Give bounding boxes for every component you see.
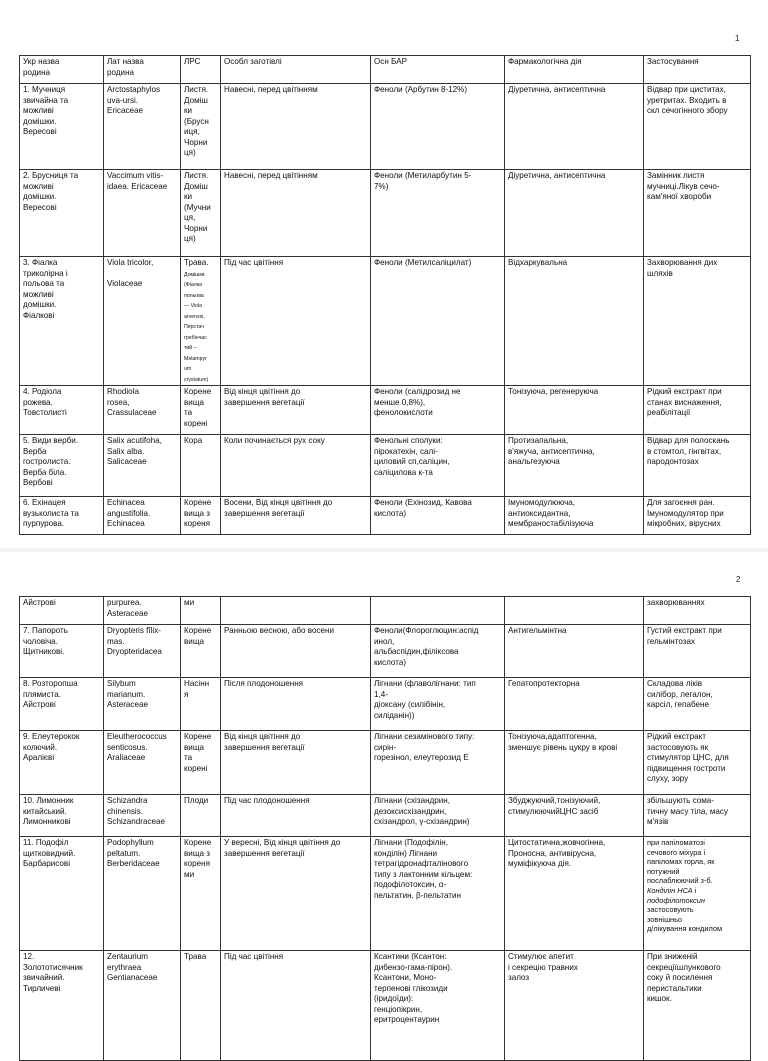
cell-lrs: Листя. Доміш ки (Брусн иця, Чорни ця) bbox=[181, 84, 221, 170]
cell-lat: Rhodiola rosea, Crassulaceae bbox=[104, 386, 181, 435]
cell-harvest: Коли починається рух соку bbox=[221, 435, 371, 497]
table-row bbox=[20, 84, 751, 170]
cell-lat: Schizandra chinensis. Schizandraceae bbox=[104, 795, 181, 837]
cell-bar: Феноли(Флороглюцин:аспід инол, альбаспідин,філіксова кислота) bbox=[371, 625, 505, 678]
table-row bbox=[20, 951, 751, 1061]
header-pharm: Фармакологічна дія bbox=[505, 56, 644, 84]
cell-bar: Феноли (Метиларбутин 5- 7%) bbox=[371, 170, 505, 257]
cell-usage: При зниженій секреціїшлункового соку й посилення перистальтики кишок. bbox=[644, 951, 751, 1061]
table-row bbox=[20, 678, 751, 731]
cell-pharm: Стимулює апетит і секрецію травних залоз bbox=[505, 951, 644, 1061]
cell-lat: Echinacea angustifolia. Echinacea bbox=[104, 497, 181, 535]
cell-lrs: Трава bbox=[181, 951, 221, 1061]
cell-harvest bbox=[221, 597, 371, 625]
cell-bar: Феноли (Метилсаліцилат) bbox=[371, 257, 505, 386]
cell-ukr: 8. Розторопша плямиста. Айстрові bbox=[20, 678, 104, 731]
cell-bar: Феноли (Ехінозид, Кавова кислота) bbox=[371, 497, 505, 535]
usage-conjunction: і bbox=[692, 885, 697, 895]
table-row bbox=[20, 497, 751, 535]
cell-usage: Рідкий екстракт при станах виснаження, реабілітації bbox=[644, 386, 751, 435]
cell-usage: збільшують сома- тичну масу тіла, масу м'язів bbox=[644, 795, 751, 837]
cell-bar: Феноли (салідрозид не менше 0,8%), фенолокислоти bbox=[371, 386, 505, 435]
cell-pharm: Цитостатична,жовчогінна, Проносна, антивірусна, муміфікуюча дія. bbox=[505, 837, 644, 951]
table-row bbox=[20, 731, 751, 795]
cell-lat: Salix acutifoha, Salix alba. Salicaceae bbox=[104, 435, 181, 497]
cell-lrs: Корене вища та корені bbox=[181, 386, 221, 435]
cell-lrs-main: Трава. bbox=[184, 258, 209, 267]
table-row bbox=[20, 435, 751, 497]
cell-bar: Феноли (Арбутин 8-12%) bbox=[371, 84, 505, 170]
cell-ukr: 1. Мучниця звичайна та можливі домішки. Вересові bbox=[20, 84, 104, 170]
cell-usage: Відвар для полоскань в стомтол, гінгвітах, пародонтозах bbox=[644, 435, 751, 497]
table-header-row bbox=[20, 56, 751, 84]
cell-ukr: 12. Золототисячник звичайний. Тирличеві bbox=[20, 951, 104, 1061]
cell-bar: Лігнани (флаволігнани: тип 1,4- діоксану (силібінін, силіданін)) bbox=[371, 678, 505, 731]
cell-usage: Відвар при циститах, уретритах. Входить в скл сечогінного збору bbox=[644, 84, 751, 170]
cell-harvest: Під час плодоношення bbox=[221, 795, 371, 837]
cell-bar: Лігнани (Подофілін, конділін) Лігнани тетрагідронафталінового типу з лактонним кільцем: подофілотоксин, α- пельтатин, β-пельтатин bbox=[371, 837, 505, 951]
cell-lat: Silybum marianum. Asteraceae bbox=[104, 678, 181, 731]
document-page-2 bbox=[0, 552, 768, 1024]
cell-ukr: 6. Ехінацея вузьколиста та пурпурова. bbox=[20, 497, 104, 535]
cell-usage: Для загоєння ран. Імуномодулятор при мікробних, вірусних bbox=[644, 497, 751, 535]
header-bar: Осн БАР bbox=[371, 56, 505, 84]
cell-lrs-note: Домішки (Фіалка польова — Viola arvensis, Перстач гребінчас тий – Melampyr um crystatum) bbox=[184, 271, 209, 383]
cell-harvest: Навесні, перед цвітінням bbox=[221, 84, 371, 170]
table-row bbox=[20, 597, 751, 625]
cell-harvest: Під час цвітіння bbox=[221, 951, 371, 1061]
usage-text-a: при папіломатозі сечового міхура і папіломах горла, як потужний послаблюючий з-б. bbox=[647, 838, 715, 886]
cell-lat: Viola tricolor, Violaceae bbox=[104, 257, 181, 386]
cell-bar: Фенольні сполуки: пірокатехін, салі- циловий сп,саліцин, саліцилова к-та bbox=[371, 435, 505, 497]
cell-ukr: 11. Подофіл щитковидний. Барбарисові bbox=[20, 837, 104, 951]
cell-usage: Замінник листя мучниці.Лікув сечо- кам'яної хвороби bbox=[644, 170, 751, 257]
usage-drug-name-2: подофілотоксин bbox=[647, 895, 705, 905]
cell-lrs: Насінн я bbox=[181, 678, 221, 731]
cell-lat: purpurea. Asteraceae bbox=[104, 597, 181, 625]
cell-lat: Zentaurium erythraea Gentianaceae bbox=[104, 951, 181, 1061]
cell-harvest: Восени, Від кінця цвітіння до завершення вегетації bbox=[221, 497, 371, 535]
cell-lat: Dryopteris fîlix- mas. Dryopteridacea bbox=[104, 625, 181, 678]
cell-pharm: Антигельмінтна bbox=[505, 625, 644, 678]
cell-pharm: Тонізуюча,адаптогенна, зменшує рівень цукру в крові bbox=[505, 731, 644, 795]
header-ukr-name: Укр назва родина bbox=[20, 56, 104, 84]
cell-pharm: Діуретична, антисептична bbox=[505, 170, 644, 257]
cell-lrs: ми bbox=[181, 597, 221, 625]
table-row bbox=[20, 625, 751, 678]
header-lat-name: Лат назва родина bbox=[104, 56, 181, 84]
table-row bbox=[20, 837, 751, 951]
cell-harvest: Від кінця цвітіння до завершення вегетації bbox=[221, 731, 371, 795]
cell-ukr: 3. Фіалка триколірна і польова та можливі домішки. Фіалкові bbox=[20, 257, 104, 386]
cell-lrs: Кора bbox=[181, 435, 221, 497]
cell-lrs: Корене вища з кореня ми bbox=[181, 837, 221, 951]
plants-table-part-2 bbox=[19, 596, 751, 1061]
cell-harvest: Ранньою весною, або восени bbox=[221, 625, 371, 678]
header-harvest: Особл заготівлі bbox=[221, 56, 371, 84]
cell-harvest: Під час цвітіння bbox=[221, 257, 371, 386]
cell-pharm: Діуретична, антисептична bbox=[505, 84, 644, 170]
cell-usage: захворюваннях bbox=[644, 597, 751, 625]
cell-lat: Podophyllum peltatum. Berberidaceae bbox=[104, 837, 181, 951]
cell-usage: Складова ліків силібор, легалон, карсіл, гепабене bbox=[644, 678, 751, 731]
cell-lrs: Листя. Доміш ки (Мучни ця, Чорни ця) bbox=[181, 170, 221, 257]
cell-lat: Vaccimum vitis- idaea. Ericaceae bbox=[104, 170, 181, 257]
cell-pharm: Гепатопротекторна bbox=[505, 678, 644, 731]
table-row bbox=[20, 795, 751, 837]
usage-text-e: застосовують зовнішньо д/лікування кондилом bbox=[647, 905, 723, 934]
cell-usage bbox=[644, 837, 751, 951]
cell-lrs: Корене вища bbox=[181, 625, 221, 678]
header-usage: Застосування bbox=[644, 56, 751, 84]
cell-usage: Захворювання дих шляхів bbox=[644, 257, 751, 386]
table-row bbox=[20, 257, 751, 386]
page-number: 2 bbox=[736, 575, 741, 584]
cell-lrs: Корене вища з кореня bbox=[181, 497, 221, 535]
cell-ukr: 5. Види верби. Верба гостролиста. Верба біла. Вербові bbox=[20, 435, 104, 497]
cell-bar bbox=[371, 597, 505, 625]
cell-lrs: Корене вища та корені bbox=[181, 731, 221, 795]
cell-bar: Ксантини (Ксантон: дибензо-гама-пірон). Ксантони, Моно- терпенові глікозиди (іридоїди): генціопікрин, еритроцентаурин bbox=[371, 951, 505, 1061]
cell-harvest: Після плодоношення bbox=[221, 678, 371, 731]
cell-ukr: 4. Родіола рожева. Товстолисті bbox=[20, 386, 104, 435]
plants-table-part-1 bbox=[19, 55, 751, 535]
cell-pharm: Протизапальна, в'яжуча, антисептична, анальгезуюча bbox=[505, 435, 644, 497]
cell-harvest: У вересні, Від кінця цвітіння до завершення вегетації bbox=[221, 837, 371, 951]
cell-lrs bbox=[181, 257, 221, 386]
cell-pharm bbox=[505, 597, 644, 625]
cell-ukr: 2. Брусниця та можливі домішки. Вересові bbox=[20, 170, 104, 257]
page-number: 1 bbox=[735, 34, 740, 43]
cell-ukr: Айстрові bbox=[20, 597, 104, 625]
cell-lat: Eleutherococcus senticosus. Araliaceae bbox=[104, 731, 181, 795]
cell-pharm: Тонізуюча, регенеруюча bbox=[505, 386, 644, 435]
cell-pharm: Імуномодулююча, антиоксидантна, мембраностабілізуюча bbox=[505, 497, 644, 535]
cell-usage: Густий екстракт при гельмінтозах bbox=[644, 625, 751, 678]
cell-ukr: 10. Лимонник китайський. Лимонникові bbox=[20, 795, 104, 837]
cell-bar: Лігнани (схізандрин, дезоксисхізандрин, схізандрол, γ-схізандрин) bbox=[371, 795, 505, 837]
cell-ukr: 9. Елеутерокок колючий. Аралієві bbox=[20, 731, 104, 795]
cell-harvest: Від кінця цвітіння до завершення вегетації bbox=[221, 386, 371, 435]
cell-usage: Рідкий екстракт застосовують як стимулятор ЦНС, для підвищення гостроти слуху, зору bbox=[644, 731, 751, 795]
cell-lrs: Плоди bbox=[181, 795, 221, 837]
table-row bbox=[20, 170, 751, 257]
cell-harvest: Навесні, перед цвітінням bbox=[221, 170, 371, 257]
cell-ukr: 7. Папороть чоловіча. Щитникові. bbox=[20, 625, 104, 678]
cell-pharm: Збуджуючий,тонізуючий, стимулюючийЦНС засіб bbox=[505, 795, 644, 837]
cell-lat: Arctostaphylos uva-ursi. Ericaceae bbox=[104, 84, 181, 170]
usage-drug-name-1: Конділін НСА bbox=[647, 885, 693, 895]
header-lrs: ЛРС bbox=[181, 56, 221, 84]
table-row bbox=[20, 386, 751, 435]
cell-bar: Лігнани сезамінового типу: сирін- горезінол, елеутерозид Е bbox=[371, 731, 505, 795]
cell-pharm: Відхаркувальна bbox=[505, 257, 644, 386]
